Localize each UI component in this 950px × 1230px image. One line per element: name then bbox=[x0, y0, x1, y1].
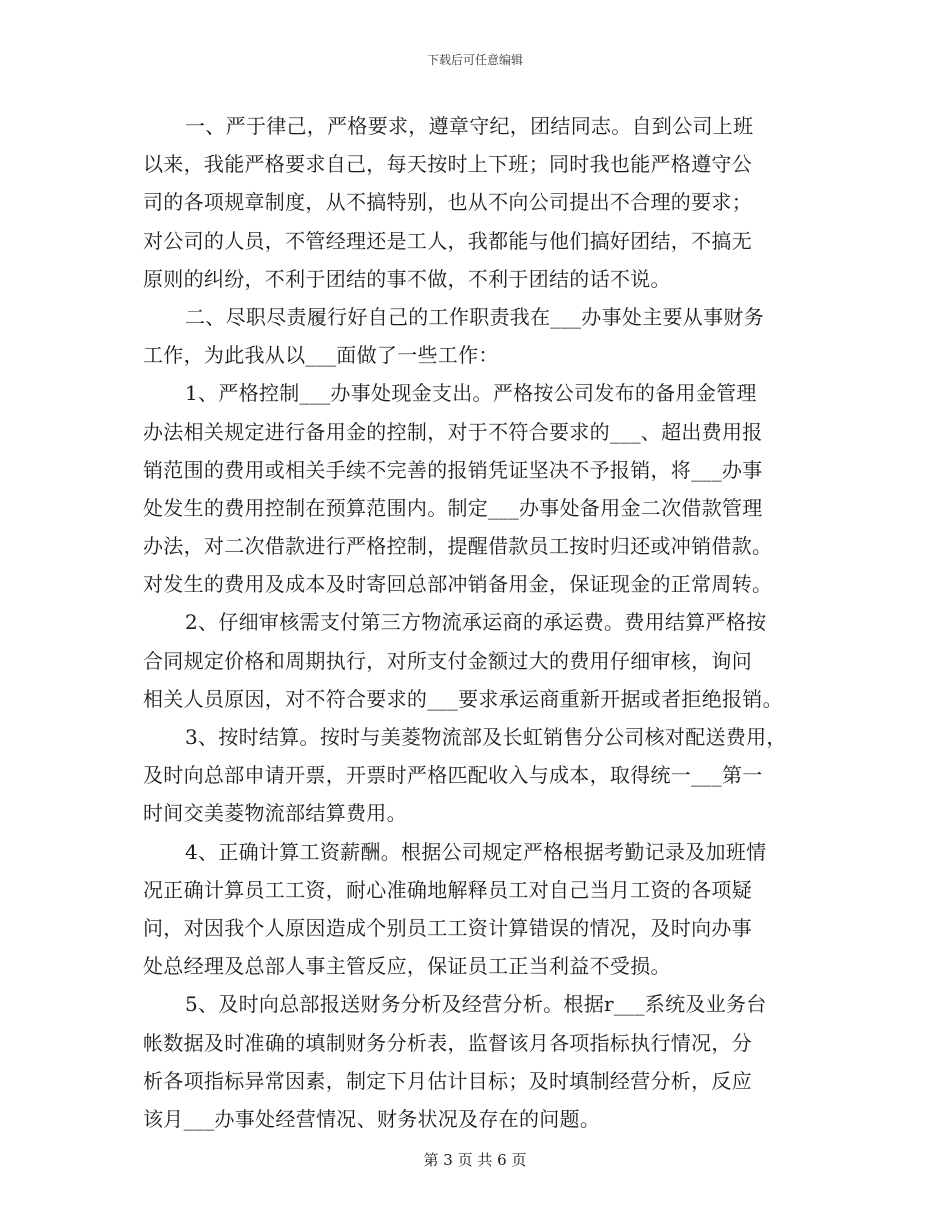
paragraph-line: 及时向总部申请开票，开票时严格匹配收入与成本，取得统一___第一 bbox=[143, 763, 763, 788]
paragraph-line: 对发生的费用及成本及时寄回总部冲销备用金，保证现金的正常周转。 bbox=[143, 572, 773, 597]
paragraph-line: 二、尽职尽责履行好自己的工作职责我在___办事处主要从事财务 bbox=[185, 304, 764, 329]
paragraph-line: 析各项指标异常因素，制定下月估计目标；及时填制经营分析，反应 bbox=[143, 1068, 752, 1093]
paragraph-line: 办法，对二次借款进行严格控制，提醒借款员工按时归还或冲销借款。 bbox=[143, 534, 773, 559]
paragraph-line: 办法相关规定进行备用金的控制，对于不符合要求的___、超出费用报 bbox=[143, 419, 763, 444]
paragraph-line: 3、按时结算。按时与美菱物流部及长虹销售分公司核对配送费用， bbox=[185, 725, 787, 749]
paragraph-line: 销范围的费用或相关手续不完善的报销凭证坚决不予报销，将___办事 bbox=[143, 457, 763, 482]
paragraph-line: 时间交美菱物流部结算费用。 bbox=[143, 801, 407, 826]
page-header: 下载后可任意编辑 bbox=[426, 53, 523, 67]
paragraph-line: 该月___办事处经营情况、财务状况及存在的问题。 bbox=[143, 1106, 601, 1131]
paragraph-line: 况正确计算员工工资，耐心准确地解释员工对自己当月工资的各项疑 bbox=[143, 877, 752, 902]
document-body bbox=[143, 107, 823, 1138]
paragraph-line: 帐数据及时准确的填制财务分析表，监督该月各项指标执行情况，分 bbox=[143, 1030, 752, 1055]
paragraph-line: 以来，我能严格要求自己，每天按时上下班；同时我也能严格遵守公 bbox=[143, 152, 752, 177]
paragraph-line: 合同规定价格和周期执行，对所支付金额过大的费用仔细审核，询问 bbox=[143, 648, 752, 673]
paragraph-line: 5、及时向总部报送财务分析及经营分析。根据r___系统及业务台 bbox=[185, 992, 767, 1017]
paragraph-line: 对公司的人员，不管经理还是工人，我都能与他们搞好团结，不搞无 bbox=[143, 228, 752, 253]
paragraph-line: 工作，为此我从以___面做了一些工作： bbox=[143, 343, 499, 368]
paragraph-line: 1、严格控制___办事处现金支出。严格按公司发布的备用金管理 bbox=[185, 381, 757, 406]
paragraph-line: 相关人员原因，对不符合要求的___要求承运商重新开据或者拒绝报销。 bbox=[143, 686, 783, 711]
paragraph-line: 问，对因我个人原因造成个别员工工资计算错误的情况，及时向办事 bbox=[143, 915, 752, 940]
paragraph-line: 一、严于律己，严格要求，遵章守纪，团结同志。自到公司上班 bbox=[185, 114, 754, 138]
paragraph-line: 处总经理及总部人事主管反应，保证员工正当利益不受损。 bbox=[143, 954, 671, 979]
paragraph-line: 司的各项规章制度，从不搞特别，也从不向公司提出不合理的要求； bbox=[143, 190, 752, 215]
paragraph-line: 原则的纠纷，不利于团结的事不做，不利于团结的话不说。 bbox=[143, 266, 671, 291]
paragraph-line: 2、仔细审核需支付第三方物流承运商的承运费。费用结算严格按 bbox=[185, 610, 767, 635]
page-number: 第 3 页 共 6 页 bbox=[423, 1151, 527, 1169]
paragraph-line: 处发生的费用控制在预算范围内。制定___办事处备用金二次借款管理 bbox=[143, 495, 763, 520]
paragraph-line: 4、正确计算工资薪酬。根据公司规定严格根据考勤记录及加班情 bbox=[185, 839, 767, 864]
